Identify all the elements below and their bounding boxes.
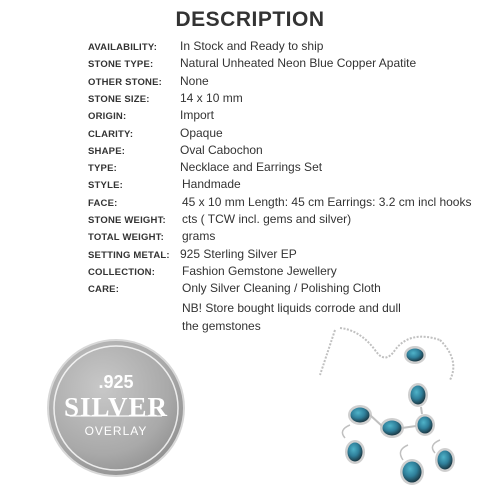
spec-value: Import <box>180 108 215 123</box>
spec-row-setting-metal <box>0 246 500 263</box>
spec-value: cts ( TCW incl. gems and silver) <box>182 212 352 226</box>
spec-label: STONE WEIGHT: <box>88 215 166 226</box>
badge-purity: .925 <box>98 372 134 392</box>
stone <box>404 346 426 364</box>
spec-row-style <box>0 176 500 193</box>
spec-row-origin <box>0 107 500 124</box>
spec-value: Opaque <box>180 125 223 140</box>
spec-label: SHAPE: <box>88 145 126 157</box>
earring-stone <box>345 440 365 464</box>
spec-label: COLLECTION: <box>88 266 156 278</box>
stone <box>408 383 428 407</box>
spec-value: Only Silver Cleaning / Polishing Cloth <box>182 281 381 296</box>
necklace-earrings-image <box>300 320 490 495</box>
spec-value: 45 x 10 mm Length: 45 cm Earrings: 3.2 cm incl hooks <box>182 194 472 209</box>
spec-label: ORIGIN: <box>88 111 127 123</box>
spec-value: 14 x 10 mm <box>180 90 243 105</box>
spec-value: Handmade <box>182 177 241 192</box>
spec-row-care <box>0 280 500 297</box>
spec-row-collection <box>0 263 500 280</box>
earring-stone <box>400 459 424 485</box>
care-note-line-2: the gemstones <box>182 319 261 333</box>
spec-row-stone-size <box>0 90 500 107</box>
spec-value: Natural Unheated Neon Blue Copper Apatite <box>180 56 417 71</box>
spec-label: TOTAL WEIGHT: <box>88 232 164 244</box>
spec-row-stone-type <box>0 55 500 72</box>
spec-label: CLARITY: <box>88 128 134 140</box>
spec-value: Fashion Gemstone Jewellery <box>182 263 337 278</box>
spec-value: None <box>180 73 209 88</box>
spec-label: FACE: <box>88 197 118 209</box>
spec-label: AVAILABILITY: <box>88 42 158 53</box>
spec-row-availability <box>0 38 500 55</box>
earring-stone <box>435 448 455 472</box>
badge-finish: OVERLAY <box>84 424 148 438</box>
spec-row-type <box>0 159 500 176</box>
spec-row-shape <box>0 142 500 159</box>
spec-value: Necklace and Earrings Set <box>180 160 323 175</box>
spec-value: Oval Cabochon <box>180 142 263 157</box>
spec-row-stone-weight <box>0 211 500 228</box>
spec-label: OTHER STONE: <box>88 76 163 88</box>
stone <box>380 418 404 438</box>
spec-row-total-weight <box>0 228 500 245</box>
spec-row-clarity <box>0 125 500 142</box>
stone <box>348 405 372 425</box>
stone <box>415 414 435 436</box>
care-note-line-1: NB! Store bought liquids corrode and dull <box>182 301 401 315</box>
spec-label: STYLE: <box>88 180 123 192</box>
page-title: DESCRIPTION <box>175 8 325 31</box>
jewelry-photo <box>300 320 490 495</box>
spec-value: grams <box>182 229 216 244</box>
spec-label: SETTING METAL: <box>88 249 170 261</box>
spec-label: STONE SIZE: <box>88 93 150 105</box>
silver-overlay-badge <box>46 338 186 478</box>
spec-label: CARE: <box>88 284 120 296</box>
spec-value: In Stock and Ready to ship <box>180 39 324 53</box>
badge-metal: SILVER <box>63 392 169 422</box>
spec-value: 925 Sterling Silver EP <box>180 246 297 261</box>
spec-row-face <box>0 194 500 211</box>
spec-row-other-stone <box>0 73 500 90</box>
spec-label: STONE TYPE: <box>88 59 154 71</box>
spec-label: TYPE: <box>88 163 117 175</box>
